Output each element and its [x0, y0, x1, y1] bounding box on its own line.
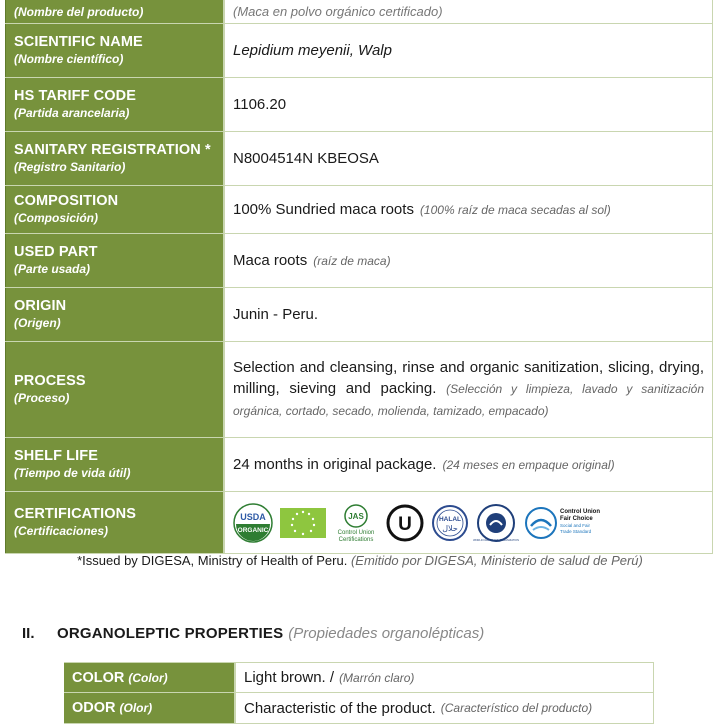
spec-label-en: SANITARY REGISTRATION * [14, 142, 211, 158]
spec-label-es: (Origen) [14, 316, 61, 330]
spec-label-es: (Partida arancelaria) [14, 106, 130, 120]
spec-label-es: (Parte usada) [14, 262, 91, 276]
footnote-text: *Issued by DIGESA, Ministry of Health of Peru. [77, 553, 348, 568]
organo-row-odor [64, 693, 654, 724]
spec-row-used-part [5, 234, 713, 288]
fairtrade-label: WORLD FAIR TRADE ORGANIZATION [473, 538, 519, 542]
spec-row-product-name [5, 0, 713, 24]
section-note: (Propiedades organolépticas) [288, 625, 485, 642]
organo-label-en: COLOR [72, 669, 125, 686]
spec-label-es: (Proceso) [14, 391, 70, 405]
spec-row-hs-tariff-code [5, 78, 713, 132]
spec-value-note: (raíz de maca) [313, 253, 391, 268]
organo-value-note: (Característico del producto) [440, 701, 593, 715]
spec-value-note: (Selección y limpieza, lavado y sanitización orgánica, cortado, secado, molienda, tamizado, empacado) [233, 382, 704, 418]
spec-label-en: USED PART [14, 244, 98, 260]
spec-value-text: 100% Sundried maca roots [233, 201, 414, 218]
organo-value-text: Characteristic of the product. [244, 699, 436, 717]
spec-label [5, 0, 225, 23]
spec-label-en: SCIENTIFIC NAME [14, 34, 143, 50]
spec-label-en: CERTIFICATIONS [14, 506, 136, 522]
spec-row-certifications [5, 492, 713, 554]
organo-value [236, 663, 654, 692]
spec-value-note: (100% raíz de maca secadas al sol) [419, 202, 611, 217]
jas-caption-2: Certifications [338, 536, 374, 543]
spec-label-es: (Tiempo de vida útil) [14, 466, 131, 480]
usda-line1: USDA [240, 511, 266, 522]
control-union-fair-choice-icon [523, 504, 615, 542]
organo-value [236, 693, 654, 723]
eu-organic-leaf-icon [280, 508, 326, 538]
section-heading [22, 625, 484, 642]
spec-value: Junin - Peru. [225, 288, 713, 341]
organo-label-es: (Color) [128, 670, 168, 685]
cu-line3: Social and Fair [560, 522, 591, 528]
spec-value: (Maca en polvo orgánico certificado) [225, 0, 713, 23]
spec-label-en: COMPOSITION [14, 193, 119, 209]
section-number: II. [22, 625, 35, 642]
jas-control-union-icon [333, 503, 379, 543]
cu-line4: Trade Standard [560, 528, 592, 534]
spec-value-text: Selection and cleansing, rinse and organic sanitization, slicing, drying, milling, sieving and packing. [233, 359, 704, 397]
spec-row-origin [5, 288, 713, 342]
spec-value: Lepidium meyenii, Walp [225, 24, 713, 77]
spec-label-es: (Nombre del producto) [14, 4, 144, 19]
spec-label [5, 186, 225, 233]
spec-row-sanitary-registration [5, 132, 713, 186]
spec-row-composition [5, 186, 713, 234]
spec-label [5, 24, 225, 77]
spec-row-shelf-life [5, 438, 713, 492]
halal-icon [431, 504, 469, 542]
spec-value-text: 24 months in original package. [233, 456, 437, 473]
organo-label [64, 693, 236, 723]
cu-line2: Fair Choice [560, 515, 593, 522]
spec-label-en: SHELF LIFE [14, 448, 98, 464]
spec-value-note: (24 meses en empaque original) [442, 457, 615, 472]
spec-label [5, 288, 225, 341]
kosher-mark: U [398, 513, 412, 535]
jas-mark: JAS [348, 511, 364, 521]
spec-label [5, 342, 225, 437]
spec-label-es: (Certificaciones) [14, 524, 109, 538]
spec-label [5, 132, 225, 185]
spec-value [225, 342, 713, 437]
organo-label [64, 663, 236, 692]
spec-value [225, 186, 713, 233]
cu-line1: Control Union [560, 508, 600, 515]
halal-latin: HALAL [438, 515, 462, 523]
spec-value-text: Maca roots [233, 252, 308, 269]
spec-label-en: ORIGIN [14, 298, 67, 314]
world-fair-trade-icon [473, 503, 519, 543]
kosher-icon [386, 504, 424, 542]
spec-label [5, 78, 225, 131]
specification-table [5, 0, 713, 554]
spec-value: 1106.20 [225, 78, 713, 131]
spec-label [5, 438, 225, 491]
spec-value: N8004514N KBEOSA [225, 132, 713, 185]
usda-organic-icon [233, 503, 273, 543]
organo-value-note: (Marrón claro) [339, 670, 415, 685]
organo-value-text: Light brown. / [244, 669, 335, 686]
organo-label-es: (Olor) [119, 701, 153, 715]
organoleptic-table [64, 662, 654, 724]
spec-label-en: HS TARIFF CODE [14, 88, 136, 104]
usda-line2: ORGANIC [237, 526, 269, 534]
spec-value [225, 492, 713, 553]
spec-label-en: PROCESS [14, 373, 86, 389]
spec-label [5, 234, 225, 287]
organo-label-en: ODOR [72, 700, 116, 716]
footnote [0, 553, 720, 568]
spec-label-es: (Composición) [14, 211, 98, 225]
jas-caption-1: Control Union [337, 529, 375, 536]
spec-value [225, 438, 713, 491]
halal-arabic: حلال [442, 523, 458, 533]
spec-label [5, 492, 225, 553]
certification-logos [233, 503, 615, 543]
spec-label-es: (Registro Sanitario) [14, 160, 126, 174]
spec-row-process [5, 342, 713, 438]
spec-row-scientific-name [5, 24, 713, 78]
footnote-note: (Emitido por DIGESA, Ministerio de salud de Perú) [350, 553, 643, 568]
organo-row-color [64, 662, 654, 693]
process-description [233, 357, 704, 422]
spec-label-es: (Nombre científico) [14, 52, 124, 66]
spec-value [225, 234, 713, 287]
section-title: ORGANOLEPTIC PROPERTIES [57, 625, 284, 642]
